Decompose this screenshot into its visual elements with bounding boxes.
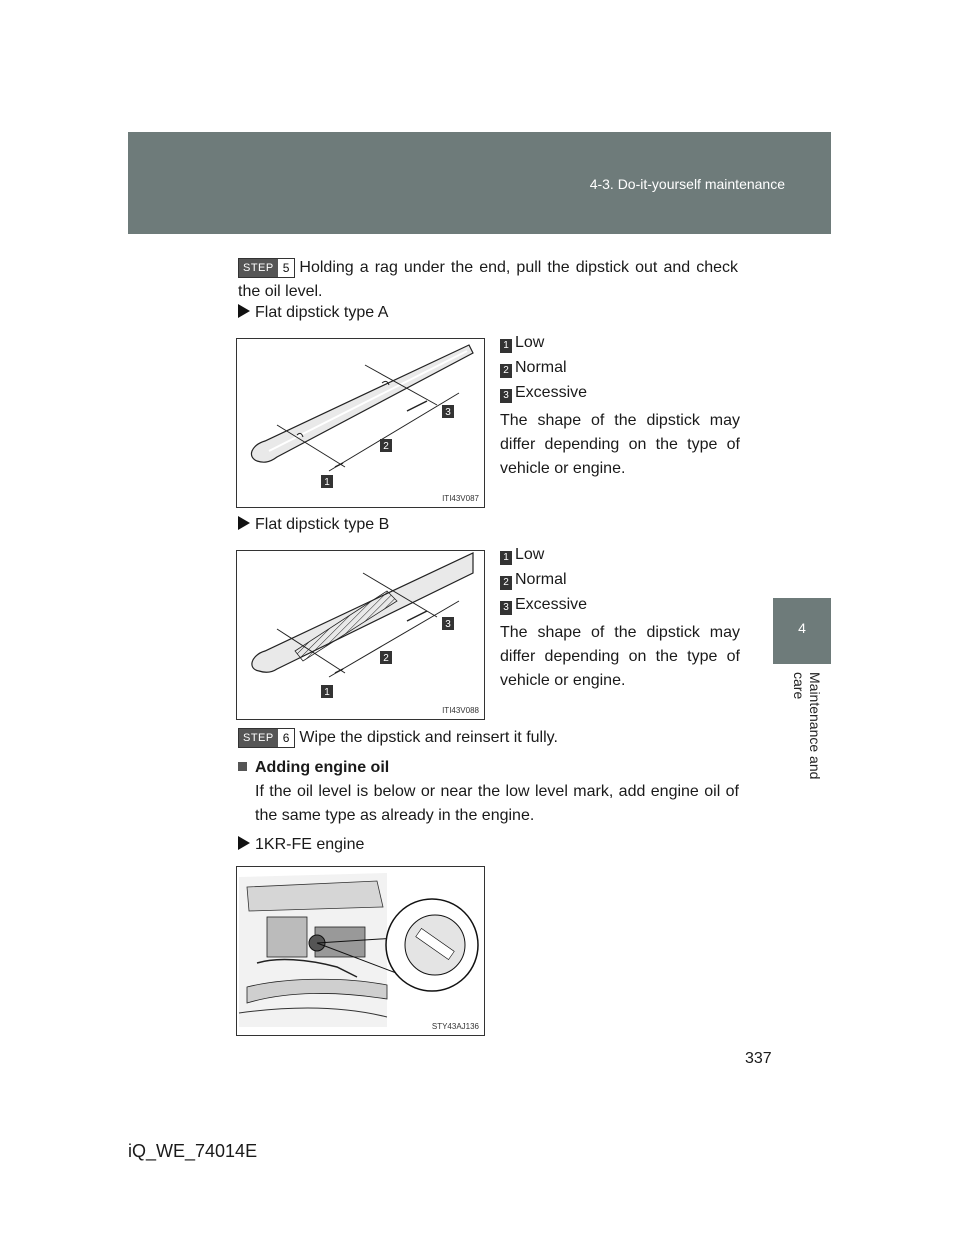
- adding-oil-heading: Adding engine oil: [238, 756, 389, 780]
- document-code: iQ_WE_74014E: [128, 1141, 258, 1161]
- legend-item-excessive: 3 Excessive: [500, 592, 740, 617]
- side-tab: [773, 664, 831, 794]
- engine-bay-illustration: [237, 867, 484, 1035]
- num-3-icon: 3: [500, 389, 512, 403]
- step-badge: STEP 5: [238, 258, 295, 278]
- figure-engine: [236, 866, 485, 1036]
- callout-2-label: 2: [383, 441, 389, 452]
- header-bar: [128, 132, 831, 234]
- num-2-icon: 2: [500, 364, 512, 378]
- figure-dipstick-b: [236, 550, 485, 720]
- figure-code: ITI43V087: [442, 494, 479, 503]
- triangle-bullet-icon: [238, 836, 250, 850]
- legend-b: [500, 542, 740, 693]
- legend-item-excessive: 3 Excessive: [500, 380, 740, 405]
- note-a: The shape of the dipstick may differ depending on the type of vehicle or engine.: [500, 412, 740, 477]
- callout-1-label: 1: [324, 477, 330, 488]
- callout-1-label: 1: [324, 687, 330, 698]
- dipstick-b-illustration: [237, 551, 484, 719]
- figure-code: STY43AJ136: [431, 1022, 479, 1031]
- figure-dipstick-a: [236, 338, 485, 508]
- step-6-text: Wipe the dipstick and reinsert it fully.: [299, 729, 558, 746]
- triangle-bullet-icon: [238, 304, 250, 318]
- legend-a: [500, 330, 740, 481]
- num-3-icon: 3: [500, 601, 512, 615]
- callout-3-label: 3: [445, 407, 451, 418]
- figure-code: ITI43V088: [442, 706, 479, 715]
- num-1-icon: 1: [500, 551, 512, 565]
- note-b: The shape of the dipstick may differ depending on the type of vehicle or engine.: [500, 624, 740, 689]
- section-title: 4-3. Do-it-yourself maintenance: [589, 176, 785, 192]
- type-a-title: Flat dipstick type A: [238, 301, 388, 325]
- side-tab-label: Maintenance and care: [791, 672, 823, 780]
- legend-item-normal: 2 Normal: [500, 567, 740, 592]
- callout-3-label: 3: [445, 619, 451, 630]
- triangle-bullet-icon: [238, 516, 250, 530]
- step-badge: STEP 6: [238, 728, 295, 748]
- num-1-icon: 1: [500, 339, 512, 353]
- callout-2-label: 2: [383, 653, 389, 664]
- legend-item-low: 1 Low: [500, 330, 740, 355]
- num-2-icon: 2: [500, 576, 512, 590]
- adding-oil-text: If the oil level is below or near the low level mark, add engine oil of the same type as already in the engine.: [255, 783, 739, 824]
- type-b-title: Flat dipstick type B: [238, 513, 389, 537]
- legend-item-normal: 2 Normal: [500, 355, 740, 380]
- step-6: [238, 726, 558, 750]
- engine-title: 1KR-FE engine: [238, 833, 364, 857]
- legend-item-low: 1 Low: [500, 542, 740, 567]
- square-bullet-icon: [238, 762, 247, 771]
- dipstick-a-illustration: [237, 339, 484, 507]
- step-5: [238, 256, 738, 304]
- page-number: 337: [745, 1050, 772, 1067]
- side-tab-number: 4: [773, 598, 831, 664]
- step-5-text: Holding a rag under the end, pull the dipstick out and check the oil level.: [238, 259, 738, 300]
